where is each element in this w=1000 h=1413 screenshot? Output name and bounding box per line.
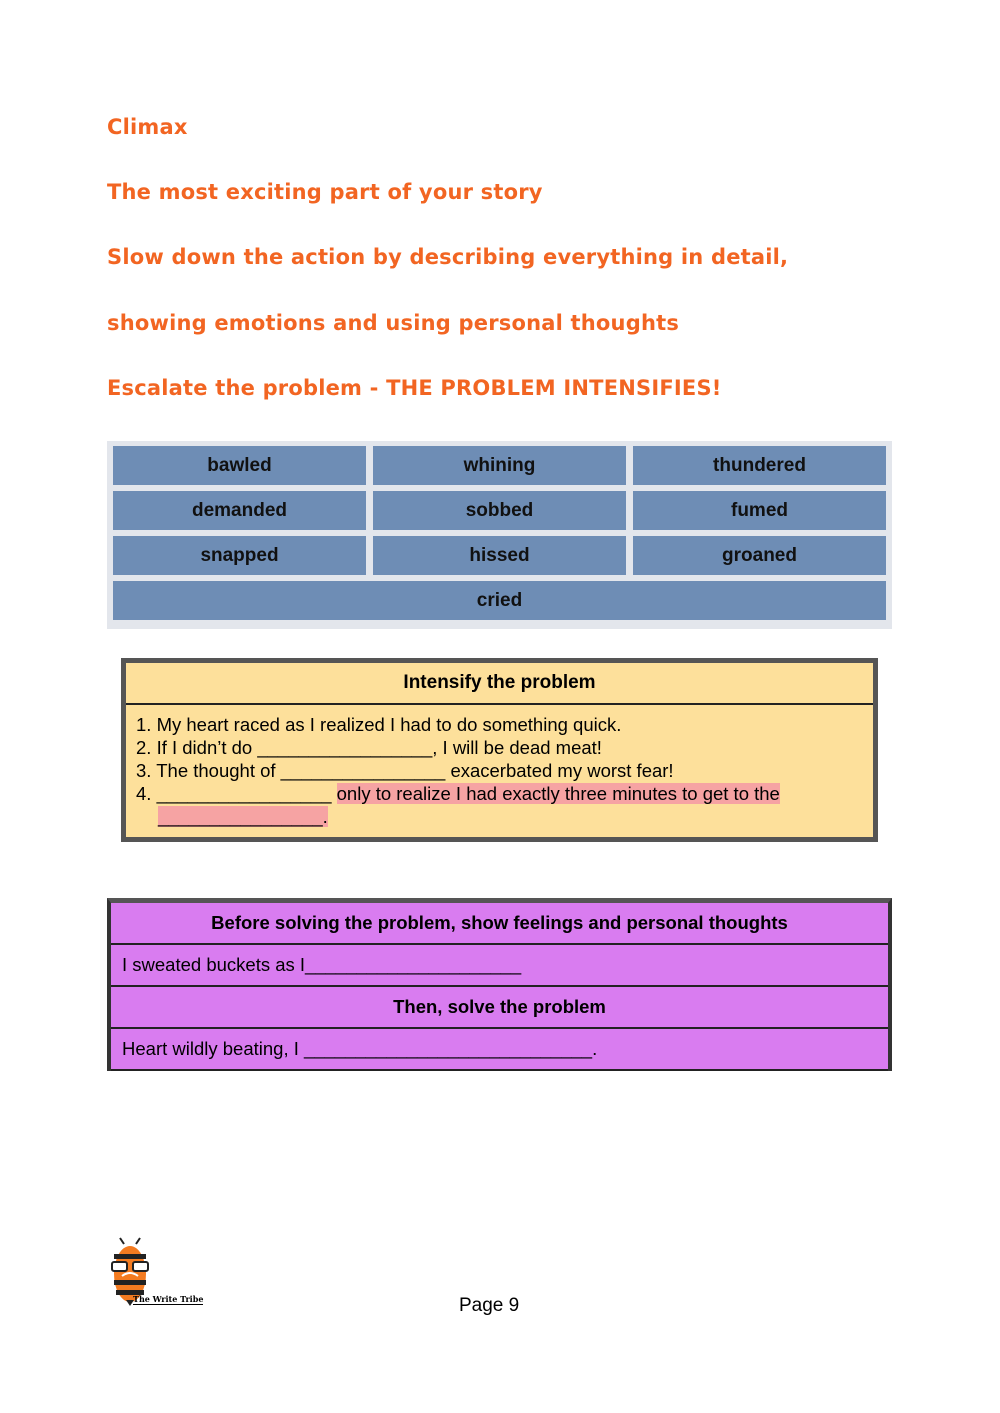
intensify-box xyxy=(121,658,878,842)
word-bank-row xyxy=(113,536,886,575)
highlighted-text: only to realize I had exactly three minutes to get to the xyxy=(336,783,780,804)
word-cell: groaned xyxy=(633,536,886,575)
intensify-item xyxy=(136,782,873,828)
word-cell: cried xyxy=(113,581,886,620)
heading-line-3: showing emotions and using personal thoughts xyxy=(107,311,680,335)
solve-prompt: Heart wildly beating, I ____________________________. xyxy=(111,1029,888,1071)
feelings-table xyxy=(107,898,892,1071)
intensify-item: 3. The thought of ________________ exacerbated my worst fear! xyxy=(136,760,674,781)
word-bank-row xyxy=(113,491,886,530)
word-cell: sobbed xyxy=(373,491,626,530)
intensify-item-4-start: 4. _________________ xyxy=(136,783,337,804)
heading-line-1: The most exciting part of your story xyxy=(107,180,543,204)
word-bank-row xyxy=(113,446,886,485)
word-cell: bawled xyxy=(113,446,366,485)
intensify-list xyxy=(126,705,873,828)
highlighted-blank: ________________. xyxy=(158,806,328,827)
word-cell: hissed xyxy=(373,536,626,575)
word-bank-table xyxy=(107,441,892,629)
word-cell: snapped xyxy=(113,536,366,575)
heading-line-4: Escalate the problem - THE PROBLEM INTENSIFIES! xyxy=(107,376,722,400)
word-cell: whining xyxy=(373,446,626,485)
intensify-title: Intensify the problem xyxy=(126,663,873,705)
solve-heading: Then, solve the problem xyxy=(111,987,888,1029)
word-bank-row xyxy=(113,581,886,620)
feelings-prompt: I sweated buckets as I_____________________ xyxy=(111,945,888,987)
page-title: Climax xyxy=(107,115,188,139)
word-cell: demanded xyxy=(113,491,366,530)
page-number: Page 9 xyxy=(459,1295,520,1316)
feelings-heading: Before solving the problem, show feelings and personal thoughts xyxy=(111,903,888,945)
logo-text: The Write Tribe xyxy=(133,1294,204,1304)
heading-line-2: Slow down the action by describing everything in detail, xyxy=(107,245,789,269)
word-cell: thundered xyxy=(633,446,886,485)
intensify-item: 2. If I didn’t do _________________, I will be dead meat! xyxy=(136,737,602,758)
intensify-item: 1. My heart raced as I realized I had to do something quick. xyxy=(136,714,622,735)
word-cell: fumed xyxy=(633,491,886,530)
